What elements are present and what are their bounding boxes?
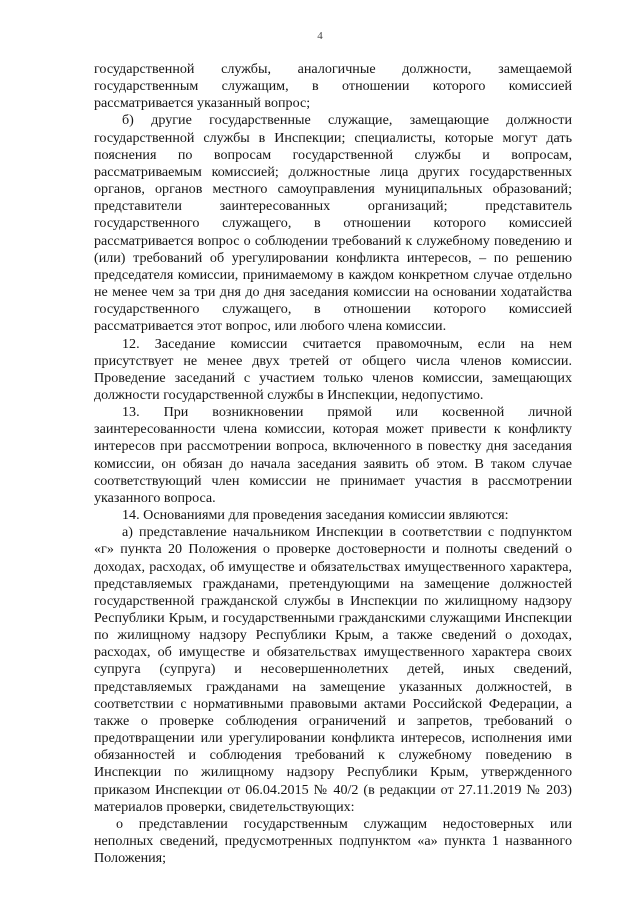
- paragraph-12: 12. Заседание комиссии считается правомочным, если на нем присутствует не менее двух третей от общего числа членов комиссии. Проведение заседаний с участием только членов комиссии, замещающих должности государственной службы в Инспекции, недопустимо.: [94, 335, 572, 403]
- document-body: [94, 61, 572, 867]
- paragraph-item-b: б) другие государственные служащие, замещающие должности государственной службы в Инспекции; специалисты, которые могут дать пояснения по вопросам государственной службы и вопросам, рассматриваемым комиссией; должностные лица других государственных органов, органов местного самоуправления муниципальных образований; представители заинтересованных организаций; представитель государственного служащего, в отношении которого комиссией рассматривается вопрос о соблюдении требований к служебному поведению и (или) требований об урегулировании конфликта интересов, – по решению председателя комиссии, принимаемому в каждом конкретном случае отдельно не менее чем за три дня до дня заседания комиссии на основании ходатайства государственного служащего, в отношении которого комиссией рассматривается этот вопрос, или любого члена комиссии.: [94, 112, 572, 335]
- paragraph-continuation: государственной службы, аналогичные должности, замещаемой государственным служащим, в отношении которого комиссией рассматривается указанный вопрос;: [94, 61, 572, 112]
- paragraph-13: 13. При возникновении прямой или косвенной личной заинтересованности члена комиссии, которая может привести к конфликту интересов при рассмотрении вопроса, включенного в повестку дня заседания комиссии, он обязан до начала заседания заявить об этом. В таком случае соответствующий член комиссии не принимает участия в рассмотрении указанного вопроса.: [94, 404, 572, 506]
- paragraph-14: 14. Основаниями для проведения заседания комиссии являются:: [122, 507, 509, 524]
- paragraph-14-item-a: а) представление начальником Инспекции в соответствии с подпунктом «г» пункта 20 Положения о проверке достоверности и полноты сведений о доходах, расходах, об имуществе и обязательствах имущественного характера, представляемых гражданами, претендующими на замещение должностей государственной гражданской службы в Инспекции по жилищному надзору Республики Крым, и государственными гражданскими служащими Инспекции по жилищному надзору Республики Крым, а также сведений о доходах, расходах, об имуществе и обязательствах имущественного характера своих супруга (супруга) и несовершеннолетних детей, иных сведений, представляемых гражданами на замещение указанных должностей, в соответствии с нормативными правовыми актами Российской Федерации, а также о проверке соблюдения ограничений и запретов, требований о предотвращении или урегулировании конфликта интересов, исполнения ими обязанностей и соблюдения требований к служебному поведению в Инспекции по жилищному надзору Республики Крым, утвержденного приказом Инспекции от 06.04.2015 № 40/2 (в редакции от 27.11.2019 № 203) материалов проверки, свидетельствующих:: [94, 524, 572, 815]
- page-number: 4: [317, 30, 323, 42]
- paragraph-14-subitem: о представлении государственным служащим недостоверных или неполных сведений, предусмотренных подпунктом «а» пункта 1 названного Положения;: [94, 815, 572, 867]
